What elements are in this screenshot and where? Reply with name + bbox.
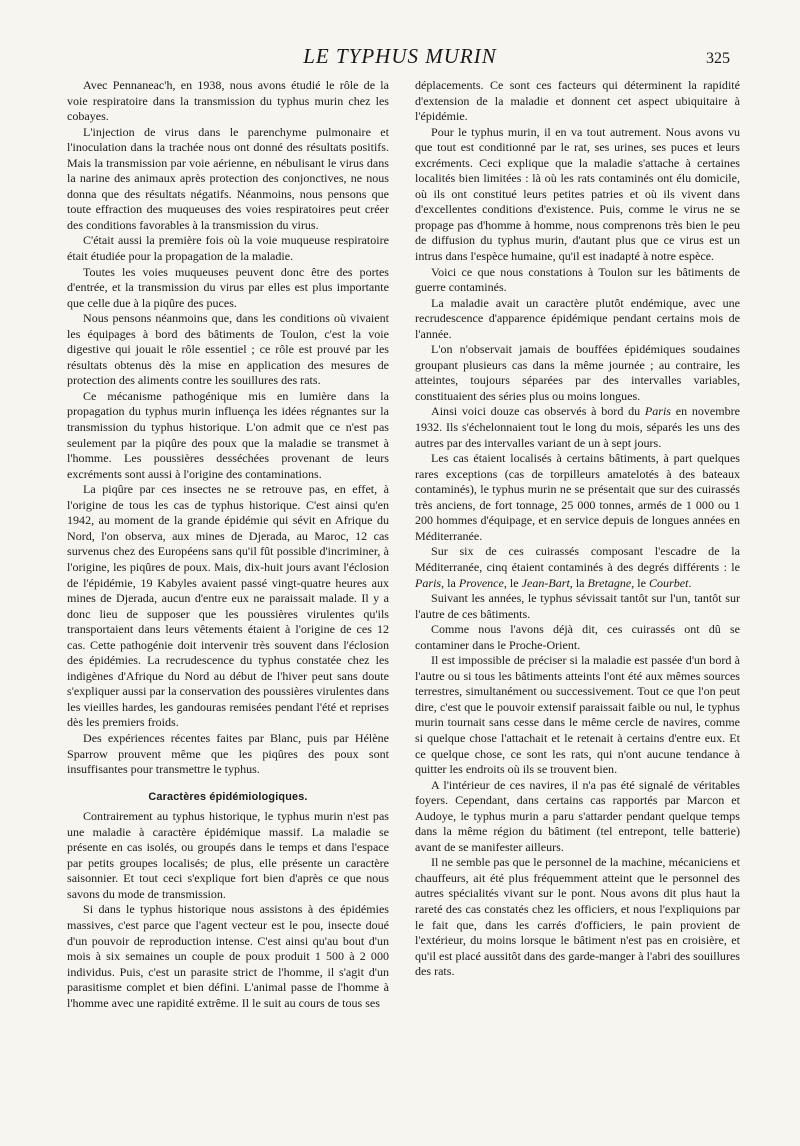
paragraph: [415, 544, 740, 591]
paragraph: Il est impossible de préciser si la maladie est passée d'un bord à l'autre ou si tous les bâtiments atteints l'ont été aux mêmes sources terrestres, simultanément ou successivement. Tout ce que l'on peut dire, c'est que le pouvoir extensif paraissait faible ou nul, le typhus murin tournait sans cesse dans le même cercle de navires, comme si quelque chose l'attachait et le retenait à certains d'entre eux. Et ce quelque chose, ce sont les rats, qui n'ont aucune tendance à quitter les endroits où ils se trouvent bien.: [415, 653, 740, 777]
running-title: LE TYPHUS MURIN: [303, 44, 497, 68]
paragraph: La maladie avait un caractère plutôt endémique, avec une recrudescence d'apparence épidémique pendant certains mois de l'année.: [415, 295, 740, 341]
text-run: , la: [569, 575, 588, 590]
paragraph: Ce mécanisme pathogénique mis en lumière dans la propagation du typhus murin influença les idées régnantes sur la transmission du typhus historique. L'on admit que ce n'est pas seulement par la piqûre des poux que la maladie se transmet à l'homme. Les poussières desséchées provenant de leurs excréments sont aussi à l'origine des contaminations.: [67, 388, 389, 481]
paragraph: Les cas étaient localisés à certains bâtiments, à part quelques rares exceptions (cas de torpilleurs amatelotés à des bateaux contaminés), le typhus murin ne se présentait que sur des cuirassés très anciens, de fort tonnage, 25 000 tonnes, armés de 1 000 ou 1 200 hommes d'équipage, et en service depuis de longues années en Méditerranée.: [415, 451, 740, 543]
paragraph: Toutes les voies muqueuses peuvent donc être des portes d'entrée, et la transmission du virus par elles est plus importante que celle due à la piqûre des puces.: [67, 264, 389, 310]
paragraph: Si dans le typhus historique nous assistons à des épidémies massives, c'est parce que l'agent vecteur est le pou, insecte doué d'un pouvoir de reproduction intense. C'est ainsi qu'au bout d'un mois à six semaines un couple de poux produit 1 500 à 2 000 individus. Puis, c'est un parasite strict de l'homme, il s'agit d'un parasitisme complet et bien défini. L'animal passe de l'homme à l'homme avec une rapidité extrême. Il le suit au cours de tous ses: [67, 902, 389, 1010]
paragraph: L'injection de virus dans le parenchyme pulmonaire et l'inoculation dans la trachée nous ont donné des résultats positifs. Mais la transmission par voie aérienne, en nébulisant le virus dans la narine des animaux après protection des conjonctives, ne nous donna que des résultats négatifs. Néanmoins, nous pensons que toute effraction des muqueuses des voies respiratoires peut créer des conditions favorables à la transmission du virus.: [67, 124, 389, 232]
paragraph-continued: déplacements. Ce sont ces facteurs qui déterminent la rapidité d'extension de la maladie et donnent cet aspect ubiquitaire à l'épidémie.: [415, 78, 740, 124]
text-run: en novembre 1932. Ils s'échelonnaient tout le long du mois, séparés les uns des autres par des intervalles variant de un à sept jours.: [415, 404, 740, 450]
ship-name: Provence: [458, 575, 504, 590]
right-column: [415, 78, 740, 980]
text-run: Ainsi voici douze cas observés à bord du: [431, 404, 645, 419]
running-head: [0, 44, 800, 70]
text-run: Sur six de ces cuirassés composant l'escadre de la Méditerranée, cinq étaient contaminés à des degrés différents : le: [415, 544, 740, 574]
paragraph: La piqûre par ces insectes ne se retrouve pas, en effet, à l'origine de tous les cas de typhus historique. C'est ainsi qu'en 1942, au moment de la grande épidémie qui sévit en Afrique du Nord, l'on observa, aux mines de Djerada, au Maroc, 12 cas survenus chez des Européens sans qu'il fût possible d'incriminer, à l'origine, les piqûres de poux. Mais, dix-huit jours avant l'éclosion de l'épidémie, 19 Kabyles avaient passé vingt-quatre heures aux mines de Djerada, aucun d'entre eux ne paraissait malade. Il y a donc lieu de supposer que les poussières virulentes qu'ils transportaient dans leurs vêtements étaient à l'origine de ces 12 cas. Cette pathogénie doit intervenir très souvent dans l'éclosion des épidémies. La recrudescence du typhus constatée chez les indigènes d'Afrique du Nord au début de l'hiver peut sans doute s'expliquer aussi par la conservation des poussières virulentes dans les vieilles hardes, les gandouras remisées pendant l'été et reprises dès les premiers froids.: [67, 482, 390, 730]
paragraph: C'était aussi la première fois où la voie muqueuse respiratoire était étudiée pour la propagation de la maladie.: [67, 233, 389, 264]
paragraph: Suivant les années, le typhus sévissait tantôt sur l'un, tantôt sur l'autre de ces bâtiments.: [415, 591, 740, 621]
text-run: .: [688, 575, 692, 590]
ship-name: Bretagne: [587, 575, 632, 590]
paragraph: A l'intérieur de ces navires, il n'a pas été signalé de véritables foyers. Cependant, dans certains cas rapportés par Marcon et Audoye, le typhus murin a paru s'attarder pendant quelque temps dans la même région du bâtiment (tel entrepont, telle batterie) avant de se manifester ailleurs.: [415, 777, 740, 854]
text-run: , le: [503, 575, 522, 590]
paragraph: Nous pensons néanmoins que, dans les conditions où vivaient les équipages à bord des bâtiments de Toulon, c'est la voie digestive qui jouait le rôle essentiel ; ce rôle est prouvé par les résultats obtenus dès la mise en application des mesures de protection des aliments contre les souillures des rats.: [67, 311, 389, 388]
paragraph: Pour le typhus murin, il en va tout autrement. Nous avons vu que tout est conditionné par le rat, ses urines, ses puces et leurs excréments. Ceci explique que la maladie s'attache à certaines localités bien limitées : là où les rats contaminés ont élu domicile, où ils ont constitué leurs petites patries et où ils vivent dans d'excellentes conditions d'existence. Puis, comme le virus ne se propage pas d'homme à homme, nous comprenons très bien le peu de diffusion du typhus murin, d'autant plus que ce virus est un intrus dans l'espèce humaine, qu'il est inadapté à notre espèce.: [415, 124, 740, 264]
section-heading: Caractères épidémiologiques.: [148, 790, 308, 803]
ship-name: Paris: [415, 575, 442, 590]
paragraph: Contrairement au typhus historique, le typhus murin n'est pas une maladie à caractère épidémique massif. La maladie se présente en cas isolés, ou groupés dans le temps et dans l'espace par petits groupes localisés; de plus, elle présente un caractère saisonnier. Et tout ceci s'explique fort bien d'après ce que nous savons du mode de transmission.: [67, 809, 389, 901]
paragraph: Voici ce que nous constations à Toulon sur les bâtiments de guerre contaminés.: [415, 264, 740, 295]
page-number: 325: [706, 50, 730, 67]
paragraph: [415, 404, 740, 451]
paragraph: Comme nous l'avons déjà dit, ces cuirassés ont dû se contaminer dans le Proche-Orient.: [415, 622, 740, 652]
text-run: , le: [631, 575, 649, 590]
ship-name: Jean-Bart: [521, 575, 570, 590]
paragraph: Des expériences récentes faites par Blanc, puis par Hélène Sparrow prouvent même que les piqûres des poux sont insuffisantes pour transmettre le typhus.: [67, 730, 389, 777]
paragraph: Avec Pennaneac'h, en 1938, nous avons étudié le rôle de la voie respiratoire dans la transmission du typhus murin chez les cobayes.: [67, 78, 389, 124]
text-run: , la: [441, 575, 459, 590]
ship-name: Courbet: [648, 575, 689, 590]
paragraph: Il ne semble pas que le personnel de la machine, mécaniciens et chauffeurs, ait été plus fréquemment atteint que le personnel des autres spécialités vivant sur le pont. Nous avons dit plus haut la rareté des cas constatés chez les officiers, et nous l'expliquions par le fait que, dans les carrés d'officiers, le pain provient de l'extérieur, du moins lorsque le bâtiment n'est pas en croisière, et qu'il est placé aussitôt dans des garde-manger à l'abri des souillures des rats.: [415, 855, 740, 979]
left-column: [67, 78, 389, 1011]
ship-name: Paris: [644, 404, 671, 419]
paragraph: L'on n'observait jamais de bouffées épidémiques soudaines groupant plusieurs cas dans la même journée ; au contraire, les atteintes, toujours séparées par des intervalles variables, constituaient des séries plus ou moins longues.: [415, 342, 740, 403]
